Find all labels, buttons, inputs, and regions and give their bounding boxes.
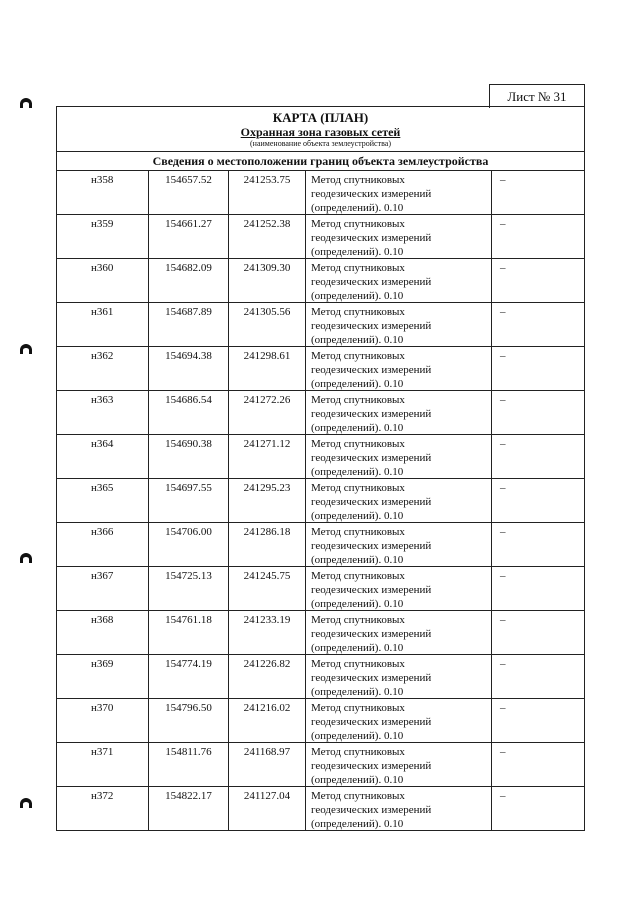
point-note: – (500, 702, 506, 714)
section-title: Сведения о местоположении границ объекта землеустройства (57, 152, 584, 171)
coordinate-x: 154686.54 (149, 391, 229, 434)
point-note: – (500, 614, 506, 626)
measurement-method (306, 391, 492, 434)
method-line: (определений). 0.10 (311, 422, 404, 434)
table-row (57, 567, 584, 611)
method-line: Метод спутниковых (311, 174, 405, 186)
method-line: Метод спутниковых (311, 394, 405, 406)
method-line: Метод спутниковых (311, 614, 405, 626)
measurement-method (306, 523, 492, 566)
method-line: геодезических измерений (311, 408, 432, 420)
coordinate-y: 241271.12 (229, 435, 306, 478)
coordinate-y: 241168.97 (229, 743, 306, 786)
sheet-number: Лист № 31 (489, 84, 585, 108)
method-line: Метод спутниковых (311, 306, 405, 318)
method-line: Метод спутниковых (311, 746, 405, 758)
point-id: н370 (57, 699, 149, 742)
method-line: Метод спутниковых (311, 702, 405, 714)
method-line: Метод спутниковых (311, 438, 405, 450)
method-line: геодезических измерений (311, 628, 432, 640)
point-note: – (500, 746, 506, 758)
method-line: (определений). 0.10 (311, 466, 404, 478)
method-line: геодезических измерений (311, 672, 432, 684)
table-row (57, 391, 584, 435)
coordinate-x: 154690.38 (149, 435, 229, 478)
method-line: (определений). 0.10 (311, 378, 404, 390)
method-line: Метод спутниковых (311, 526, 405, 538)
point-id: н372 (57, 787, 149, 830)
table-row (57, 611, 584, 655)
method-line: Метод спутниковых (311, 482, 405, 494)
table-row (57, 347, 584, 391)
measurement-method (306, 303, 492, 346)
table-body (57, 171, 584, 831)
coordinate-y: 241127.04 (229, 787, 306, 830)
boundary-table (56, 106, 585, 831)
coordinate-x: 154796.50 (149, 699, 229, 742)
coordinate-x: 154822.17 (149, 787, 229, 830)
binder-hole-mark (20, 798, 32, 808)
method-line: (определений). 0.10 (311, 818, 404, 830)
coordinate-x: 154774.19 (149, 655, 229, 698)
method-line: Метод спутниковых (311, 262, 405, 274)
method-line: Метод спутниковых (311, 570, 405, 582)
method-line: геодезических измерений (311, 320, 432, 332)
point-note: – (500, 306, 506, 318)
point-note: – (500, 658, 506, 670)
coordinate-x: 154697.55 (149, 479, 229, 522)
table-row (57, 435, 584, 479)
measurement-method (306, 567, 492, 610)
point-id: н362 (57, 347, 149, 390)
method-line: геодезических измерений (311, 232, 432, 244)
measurement-method (306, 743, 492, 786)
measurement-method (306, 347, 492, 390)
method-line: геодезических измерений (311, 496, 432, 508)
method-line: Метод спутниковых (311, 790, 405, 802)
object-name-caption: (наименование объекта землеустройства) (250, 139, 391, 148)
table-row (57, 479, 584, 523)
point-id: н371 (57, 743, 149, 786)
table-row (57, 171, 584, 215)
coordinate-x: 154682.09 (149, 259, 229, 302)
method-line: (определений). 0.10 (311, 642, 404, 654)
point-id: н368 (57, 611, 149, 654)
table-row (57, 523, 584, 567)
document-title: КАРТА (ПЛАН) (272, 110, 369, 125)
measurement-method (306, 787, 492, 830)
method-line: Метод спутниковых (311, 350, 405, 362)
point-id: н367 (57, 567, 149, 610)
point-note: – (500, 394, 506, 406)
measurement-method (306, 611, 492, 654)
point-id: н366 (57, 523, 149, 566)
binder-hole-mark (20, 344, 32, 354)
point-id: н360 (57, 259, 149, 302)
point-id: н365 (57, 479, 149, 522)
method-line: (определений). 0.10 (311, 774, 404, 786)
coordinate-y: 241286.18 (229, 523, 306, 566)
point-note: – (500, 174, 506, 186)
binder-hole-mark (20, 98, 32, 108)
method-line: геодезических измерений (311, 188, 432, 200)
method-line: геодезических измерений (311, 716, 432, 728)
method-line: Метод спутниковых (311, 218, 405, 230)
point-note: – (500, 218, 506, 230)
method-line: (определений). 0.10 (311, 334, 404, 346)
coordinate-y: 241253.75 (229, 171, 306, 214)
coordinate-y: 241216.02 (229, 699, 306, 742)
coordinate-y: 241298.61 (229, 347, 306, 390)
table-row (57, 303, 584, 347)
table-row (57, 259, 584, 303)
method-line: (определений). 0.10 (311, 510, 404, 522)
coordinate-x: 154706.00 (149, 523, 229, 566)
measurement-method (306, 259, 492, 302)
coordinate-y: 241295.23 (229, 479, 306, 522)
coordinate-y: 241305.56 (229, 303, 306, 346)
coordinate-y: 241272.26 (229, 391, 306, 434)
coordinate-y: 241245.75 (229, 567, 306, 610)
coordinate-y: 241233.19 (229, 611, 306, 654)
point-note: – (500, 570, 506, 582)
measurement-method (306, 171, 492, 214)
table-row (57, 787, 584, 831)
coordinate-x: 154694.38 (149, 347, 229, 390)
point-id: н363 (57, 391, 149, 434)
method-line: Метод спутниковых (311, 658, 405, 670)
table-row (57, 743, 584, 787)
method-line: (определений). 0.10 (311, 686, 404, 698)
method-line: геодезических измерений (311, 584, 432, 596)
method-line: геодезических измерений (311, 760, 432, 772)
measurement-method (306, 655, 492, 698)
method-line: (определений). 0.10 (311, 554, 404, 566)
measurement-method (306, 699, 492, 742)
point-id: н358 (57, 171, 149, 214)
binder-hole-mark (20, 553, 32, 563)
method-line: (определений). 0.10 (311, 290, 404, 302)
method-line: (определений). 0.10 (311, 730, 404, 742)
method-line: геодезических измерений (311, 804, 432, 816)
method-line: геодезических измерений (311, 364, 432, 376)
coordinate-x: 154657.52 (149, 171, 229, 214)
method-line: геодезических измерений (311, 276, 432, 288)
measurement-method (306, 215, 492, 258)
object-name: Охранная зона газовых сетей (240, 125, 401, 139)
method-line: геодезических измерений (311, 452, 432, 464)
point-note: – (500, 350, 506, 362)
coordinate-y: 241226.82 (229, 655, 306, 698)
point-note: – (500, 526, 506, 538)
measurement-method (306, 435, 492, 478)
method-line: геодезических измерений (311, 540, 432, 552)
coordinate-x: 154761.18 (149, 611, 229, 654)
measurement-method (306, 479, 492, 522)
document-header (57, 107, 584, 152)
coordinate-y: 241309.30 (229, 259, 306, 302)
point-note: – (500, 482, 506, 494)
method-line: (определений). 0.10 (311, 246, 404, 258)
coordinate-x: 154687.89 (149, 303, 229, 346)
table-row (57, 699, 584, 743)
point-id: н359 (57, 215, 149, 258)
coordinate-x: 154661.27 (149, 215, 229, 258)
method-line: (определений). 0.10 (311, 598, 404, 610)
point-note: – (500, 262, 506, 274)
table-row (57, 655, 584, 699)
method-line: (определений). 0.10 (311, 202, 404, 214)
table-row (57, 215, 584, 259)
coordinate-x: 154811.76 (149, 743, 229, 786)
point-note: – (500, 790, 506, 802)
point-id: н364 (57, 435, 149, 478)
coordinate-y: 241252.38 (229, 215, 306, 258)
point-id: н369 (57, 655, 149, 698)
coordinate-x: 154725.13 (149, 567, 229, 610)
point-note: – (500, 438, 506, 450)
point-id: н361 (57, 303, 149, 346)
